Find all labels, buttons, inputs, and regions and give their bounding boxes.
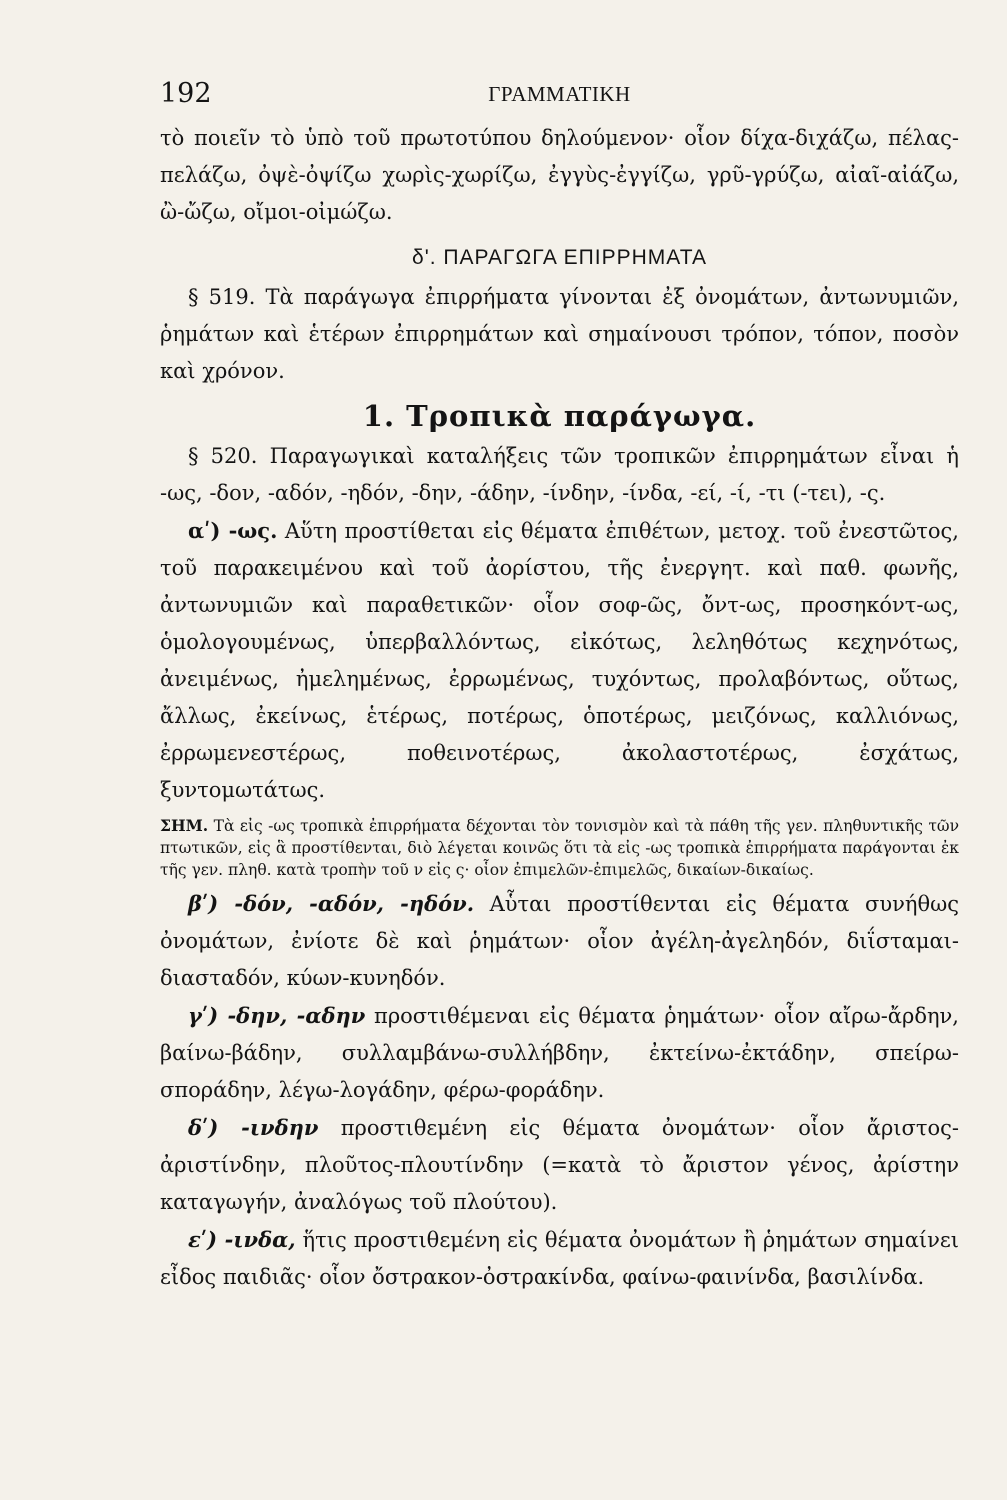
paragraph-alpha-text: Αὕτη προστίθεται εἰς θέματα ἐπιθέτων, μετοχ. τοῦ ἐνεστῶτος, τοῦ παρακειμένου καὶ τοῦ ἀορίστου, τῆς ἐνεργητ. καὶ παθ. φωνῆς, ἀντωνυμιῶν καὶ παραθετικῶν· οἷον σοφ-ῶς, ὄντ-ως, προσηκόντ-ως, ὁμολογουμένως, ὑπερβαλλόντως, εἰκότως, λεληθότως κεχηνότως, ἀνειμένως, ἠμελημένως, ἐρρωμένως, τυχόντως, προλαβόντως, οὕτως, ἄλλως, ἐκείνως, ἑτέρως, ποτέρως, ὁποτέρως, μειζόνως, καλλιόνως, ἐρρωμενεστέρως, ποθεινοτέρως, ἀκολαστοτέρως, ἐσχάτως, ξυντομωτάτως. (160, 519, 959, 802)
paragraph-520: § 520. Παραγωγικαὶ καταλήξεις τῶν τροπικῶν ἐπιρρημάτων εἶναι ἡ -ως, -δον, -αδόν, -ηδόν, -δην, -άδην, -ίνδην, -ίνδα, -εί, -ί, -τι (-τει), -ς. (160, 444, 959, 505)
paragraph-beta-label: βʹ) -δόν, -αδόν, -ηδόν. (188, 891, 475, 916)
paragraph-epsilon-text: ἥτις προστιθεμένη εἰς θέματα ὀνομάτων ἢ ῥημάτων σημαίνει εἶδος παιδιᾶς· οἷον ὄστρακον-ὀστρακίνδα, φαίνω-φαινίνδα, βασιλίνδα. (160, 1228, 959, 1289)
paragraph-delta-text: προστιθεμένη εἰς θέματα ὀνομάτων· οἷον ἄριστος-ἀριστίνδην, πλοῦτος-πλουτίνδην (=κατὰ τὸ ἄριστον γένος, ἀρίστην καταγωγήν, ἀναλόγως τοῦ πλούτου). (160, 1116, 959, 1214)
paragraph-delta (160, 1109, 959, 1221)
note (160, 815, 959, 881)
paragraph-alpha-label: αʹ) -ως. (188, 518, 278, 543)
section-heading: δʹ. ΠΑΡΑΓΩΓΑ ΕΠΙΡΡΗΜΑΤΑ (412, 246, 707, 269)
page-number: 192 (160, 78, 212, 109)
paragraph-beta-text: Αὗται προστίθενται εἰς θέματα συνήθως ὀνομάτων, ἐνίοτε δὲ καὶ ῥημάτων· οἷον ἀγέλη-ἀγεληδόν, διΐσταμαι-διασταδόν, κύων-κυνηδόν. (160, 892, 959, 990)
note-text: Τὰ εἰς -ως τροπικὰ ἐπιρρήματα δέχονται τὸν τονισμὸν καὶ τὰ πάθη τῆς γεν. πληθυντικῆς τῶν πτωτικῶν, εἰς ἃ προστίθενται, διὸ λέγεται κοινῶς ὅτι τὰ εἰς -ως τροπικὰ ἐπιρρήματα παράγονται ἐκ τῆς γεν. πληθ. κατὰ τροπὴν τοῦ ν εἰς ς· οἷον ἐπιμελῶν-ἐπιμελῶς, δικαίων-δικαίως. (160, 817, 959, 879)
note-label: ΣΗΜ. (160, 816, 209, 835)
running-title: ΓΡΑΜΜΑΤΙΚΗ (488, 82, 631, 106)
intro-paragraph: τὸ ποιεῖν τὸ ὑπὸ τοῦ πρωτοτύπου δηλούμενον· οἷον δίχα-διχάζω, πέλας-πελάζω, ὀψὲ-ὀψίζω χωρὶς-χωρίζω, ἐγγὺς-ἐγγίζω, γρῦ-γρύζω, αἰαῖ-αἰάζω, ὢ-ὤζω, οἴμοι-οἰμώζω. (160, 126, 959, 224)
subheading: 1. Τροπικὰ παράγωγα. (362, 399, 757, 433)
paragraph-gamma (160, 997, 959, 1109)
paragraph-epsilon (160, 1221, 959, 1296)
running-header (160, 78, 959, 120)
paragraph-519: § 519. Τὰ παράγωγα ἐπιρρήματα γίνονται ἐξ ὀνομάτων, ἀντωνυμιῶν, ῥημάτων καὶ ἑτέρων ἐπιρρημάτων καὶ σημαίνουσι τρόπον, τόπον, ποσὸν καὶ χρόνον. (160, 285, 959, 383)
paragraph-epsilon-label: εʹ) -ινδα, (188, 1227, 296, 1252)
paragraph-gamma-text: προστιθέμεναι εἰς θέματα ῥημάτων· οἷον αἴρω-ἄρδην, βαίνω-βάδην, συλλαμβάνω-συλλήβδην, ἐκτείνω-ἐκτάδην, σπείρω-σποράδην, λέγω-λογάδην, φέρω-φοράδην. (160, 1004, 959, 1102)
paragraph-delta-label: δʹ) -ινδην (188, 1115, 319, 1140)
paragraph-gamma-label: γʹ) -δην, -αδην (188, 1003, 366, 1028)
paragraph-beta (160, 885, 959, 997)
paragraph-alpha (160, 512, 959, 809)
